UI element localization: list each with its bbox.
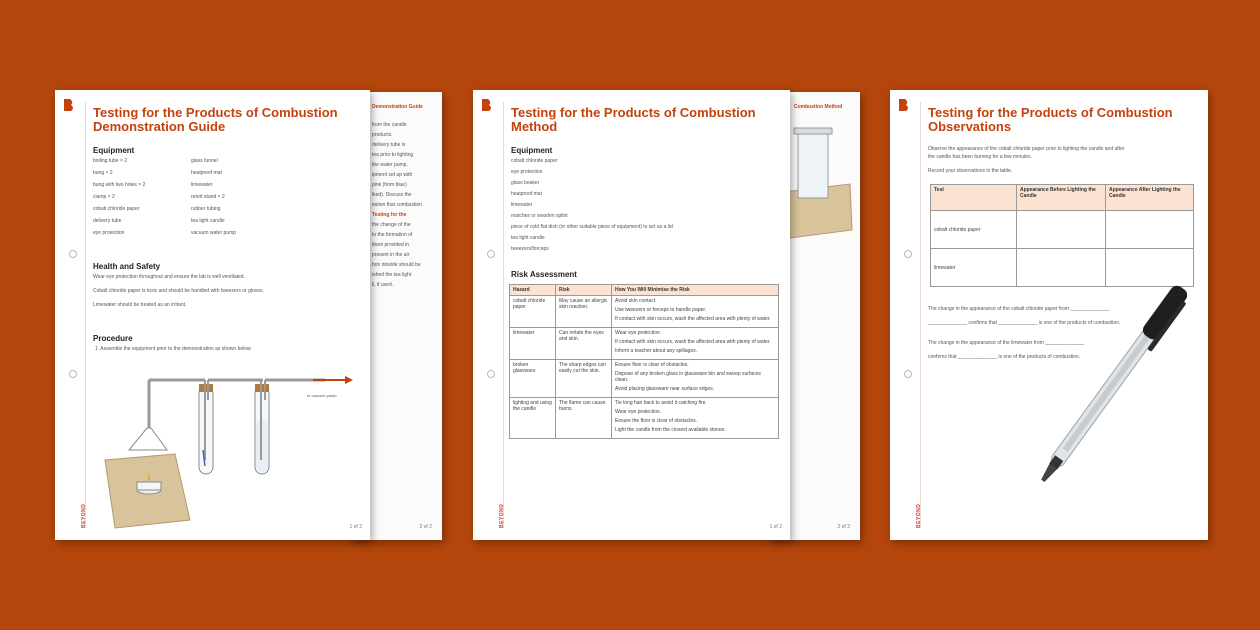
risk-header-hazard: Hazard [510, 285, 556, 296]
equipment-item: matches or wooden splint [511, 213, 568, 219]
equipment-item: limewater [511, 202, 533, 208]
risk-heading: Risk Assessment [511, 270, 577, 279]
health-item: Wear eye protection throughout and ensure the lab is well ventilated. [93, 274, 245, 280]
sheet2-back-page-number: 2 of 2 [837, 524, 850, 530]
risk-header-risk: Risk [556, 285, 612, 296]
risk-row [510, 360, 779, 398]
obs-header-test: Test [931, 185, 1017, 211]
equipment-item: heatproof mat [191, 170, 222, 176]
pen-icon [1030, 265, 1190, 515]
equipment-item: bung with two holes × 2 [93, 182, 146, 188]
equipment-item: tea light candle [511, 235, 545, 241]
equipment-item: tea light candle [191, 218, 225, 224]
vertical-brand: BEYOND [81, 503, 87, 528]
obs-row-label: cobalt chloride paper [931, 211, 1017, 249]
sheet2-title-line1: Testing for the Products of Combustion [511, 105, 756, 120]
risk-risk: The sharp edges can easily cut the skin. [556, 360, 612, 398]
risk-header-minimise: How You Will Minimise the Risk [612, 285, 779, 296]
back-text-line: the water pump. [372, 162, 408, 168]
risk-minimise-line: If contact with skin occurs, wash the affected area with plenty of water. [615, 316, 771, 322]
conclusion2-line1: The change in the appearance of the limewater from ______________ [928, 340, 1085, 346]
equipment-item: glass funnel [191, 158, 218, 164]
punch-hole-icon [487, 370, 495, 378]
sheet3-title-line1: Testing for the Products of Combustion [928, 105, 1173, 120]
back-text-line: products. [372, 132, 393, 138]
equipment-item: piece of cold flat dish (or other suitable piece of equipment) to act as a lid [511, 224, 673, 230]
health-heading: Health and Safety [93, 262, 161, 271]
equipment-item: cobalt chloride paper [93, 206, 140, 212]
equipment-item: delivery tube [93, 218, 122, 224]
risk-minimise-line: Light the candle from the closest available stones. [615, 427, 726, 433]
back-text-line: the change of the [372, 222, 411, 228]
back-text-line: ipment set up with [372, 172, 413, 178]
procedure-step: 1. Assemble the equipment prior to the demonstration as shown below. [95, 346, 252, 352]
risk-minimise-line: If contact with skin occurs, wash the affected area with plenty of water. [615, 339, 771, 345]
sheet2-title [511, 106, 790, 134]
risk-hazard: cobalt chloride paper [510, 296, 556, 328]
equipment-item: cobalt chloride paper [511, 158, 558, 164]
equipment-item: rubber tubing [191, 206, 221, 212]
sheet1-page-number: 1 of 2 [349, 524, 362, 530]
obs-header-after: Appearance After Lighting the Candle [1106, 185, 1194, 211]
sheet1-back-header: Demonstration Guide [372, 104, 423, 110]
risk-minimise-line: Ensure the floor is clear of obstacles. [615, 418, 697, 424]
risk-minimise-line: Wear eye protection. [615, 409, 662, 415]
conclusion1-line2: ______________ confirms that ______________ is one of the products of combustion. [928, 320, 1121, 326]
risk-risk: Can irritate the eyes and skin. [556, 328, 612, 360]
conclusion1-line1: The change in the appearance of the cobalt chloride paper from ______________ [928, 306, 1110, 312]
health-item: Cobalt chloride paper is toxic and should be handled with tweezers or gloves. [93, 288, 264, 294]
risk-hazard: lighting and using the candle [510, 398, 556, 439]
equipment-item: tweezers/forceps [511, 246, 549, 252]
sheet2-back-header: Combustion Method [794, 104, 843, 110]
page-margin-line [920, 102, 921, 528]
page-margin-line [85, 102, 86, 528]
equipment-item: limewater [191, 182, 213, 188]
equipment-item: eye protection [93, 230, 125, 236]
risk-minimise-line: Dispose of any broken glass in glassware bin and sweep surfaces clean. [615, 371, 761, 383]
back-text-line: pink (from blue) [372, 182, 407, 188]
equipment-item: retort stand × 2 [191, 194, 225, 200]
back-text-line: bon dioxide should be [372, 262, 421, 268]
risk-table [509, 284, 779, 439]
back-text-line: present in the air [372, 252, 410, 258]
risk-minimise-line: Avoid placing glassware near surface edges. [615, 386, 715, 392]
risk-hazard: broken glassware [510, 360, 556, 398]
sheet1-title-line2: Demonstration Guide [93, 119, 226, 134]
procedure-heading: Procedure [93, 334, 133, 343]
obs-cell[interactable] [1017, 211, 1106, 249]
punch-hole-icon [904, 250, 912, 258]
back-text-line: from the candle [372, 122, 407, 128]
back-text-line: delivery tube is [372, 142, 406, 148]
record-instruction: Record your observations in the table. [928, 168, 1013, 174]
sheet1-title-line1: Testing for the Products of Combustion [93, 105, 338, 120]
risk-risk: The flame can cause burns. [556, 398, 612, 439]
sheet2-title-line2: Method [511, 119, 558, 134]
back-text-line: lked). Discuss the [372, 192, 412, 198]
equipment-item: glass beaker [511, 180, 540, 186]
intro-line2: the candle has been burning for a few minutes. [928, 154, 1032, 160]
risk-hazard: limewater [510, 328, 556, 360]
sheet3-title-line2: Observations [928, 119, 1012, 134]
sheet1-back-page-number: 2 of 2 [419, 524, 432, 530]
equipment-item: bung × 2 [93, 170, 113, 176]
intro-line1: Observe the appearance of the cobalt chloride paper prior to lighting the candle and after [928, 146, 1125, 152]
sheet2-page-number: 1 of 2 [769, 524, 782, 530]
beaker-diagram [780, 122, 855, 242]
equipment-item: eye protection [511, 169, 543, 175]
sheet1-demonstration-guide [55, 90, 370, 540]
equipment-item: vacuum water pump [191, 230, 237, 236]
risk-minimise-line: Inform a teacher about any spillages. [615, 348, 697, 354]
sheet1-title [93, 106, 370, 134]
conclusion2-line2: confirms that ______________ is one of the products of combustion. [928, 354, 1081, 360]
risk-minimise [612, 398, 779, 439]
page-margin-line [503, 102, 504, 528]
health-item: Limewater should be treated as an irritant. [93, 302, 187, 308]
back-text-line: to the formation of [372, 232, 413, 238]
risk-risk: May cause an allergic skin reaction. [556, 296, 612, 328]
back-text-line: ished the tea light [372, 272, 412, 278]
obs-cell[interactable] [1106, 211, 1194, 249]
back-text-line: ll, if used. [372, 282, 394, 288]
risk-minimise-line: Use tweezers or forceps to handle paper. [615, 307, 707, 313]
risk-row [510, 296, 779, 328]
risk-minimise-line: Ensure floor is clear of obstacles. [615, 362, 689, 368]
equipment-item: clamp × 2 [93, 194, 115, 200]
pump-label: to vacuum pump [307, 393, 337, 398]
punch-hole-icon [69, 370, 77, 378]
punch-hole-icon [69, 250, 77, 258]
risk-row [510, 398, 779, 439]
risk-minimise-line: Avoid skin contact. [615, 298, 657, 304]
risk-minimise [612, 296, 779, 328]
punch-hole-icon [487, 250, 495, 258]
risk-minimise [612, 328, 779, 360]
back-text-line: Testing for the [372, 212, 407, 218]
vertical-brand: BEYOND [916, 503, 922, 528]
risk-row [510, 328, 779, 360]
risk-minimise [612, 360, 779, 398]
obs-row-label: limewater [931, 249, 1017, 287]
sheet3-title [928, 106, 1208, 134]
back-text-line: tea prior to lighting [372, 152, 414, 158]
equipment-item: boiling tube × 2 [93, 158, 128, 164]
risk-minimise-line: Tie long hair back to avoid it catching fire. [615, 400, 707, 406]
equipment-heading: Equipment [93, 146, 135, 155]
brand-logo-icon [898, 98, 910, 112]
brand-logo-icon [63, 98, 75, 112]
risk-minimise-line: Wear eye protection. [615, 330, 662, 336]
equipment-heading: Equipment [511, 146, 553, 155]
punch-hole-icon [904, 370, 912, 378]
obs-header-before: Appearance Before Lighting the Candle [1017, 185, 1106, 211]
back-text-line: estion that combustion [372, 202, 423, 208]
vertical-brand: BEYOND [499, 503, 505, 528]
brand-logo-icon [481, 98, 493, 112]
sheet2-method [473, 90, 790, 540]
equipment-item: heatproof mat [511, 191, 542, 197]
back-text-line: them provided in [372, 242, 409, 248]
